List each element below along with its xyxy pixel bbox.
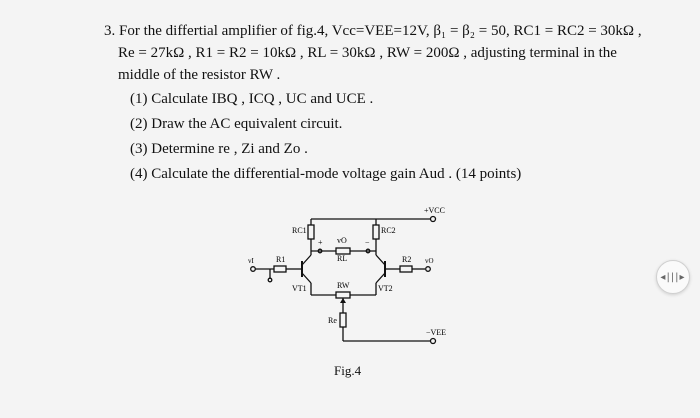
- question-3: (3) Determine re , Zi and Zo .: [130, 141, 308, 157]
- rl-label: RL: [337, 254, 348, 263]
- vcc-label: +VCC: [424, 206, 445, 215]
- r1-resistor: [274, 266, 286, 272]
- vi-terminal: [251, 267, 256, 272]
- vt1-label: VT1: [292, 284, 307, 293]
- circuit-diagram: [240, 195, 460, 355]
- input-ground-node: [268, 278, 272, 282]
- plus-sign: +: [318, 238, 323, 247]
- vt2-label: VT2: [378, 284, 393, 293]
- rw-wiper-arrow: [340, 298, 346, 303]
- vo-right-terminal: [426, 267, 431, 272]
- rc2-label: RC2: [381, 226, 396, 235]
- figure-caption: Fig.4: [334, 363, 362, 378]
- scroll-handle-button[interactable]: [656, 260, 690, 294]
- r1-label: R1: [276, 255, 286, 264]
- minus-sign: −: [365, 238, 370, 247]
- rw-resistor: [336, 292, 350, 298]
- re-label: Re: [328, 316, 337, 325]
- question-1: (1) Calculate IBQ , ICQ , UC and UCE .: [130, 91, 374, 107]
- re-resistor: [340, 313, 346, 327]
- scroll-handle-icon: ◂|||▸: [660, 271, 686, 283]
- vi-label: vI: [248, 257, 254, 265]
- problem-statement-line-1: 3. For the differtial amplifier of fig.4, Vcc=VEE=12V, β₁ = β₂ = 50, RC1 = RC2 = 30kΩ ,: [104, 23, 642, 39]
- vo-right-label: vO: [425, 257, 434, 265]
- problem-statement-line-3: middle of the resistor RW .: [118, 67, 281, 83]
- rw-label: RW: [337, 281, 350, 290]
- r2-resistor: [400, 266, 412, 272]
- vcc-terminal: [431, 217, 436, 222]
- rc1-label: RC1: [292, 226, 307, 235]
- vee-terminal: [431, 339, 436, 344]
- question-2: (2) Draw the AC equivalent circuit.: [130, 116, 343, 132]
- problem-statement-line-2: Re = 27kΩ , R1 = R2 = 10kΩ , RL = 30kΩ , RW = 200Ω , adjusting terminal in the: [118, 45, 617, 61]
- vee-label: −VEE: [426, 328, 447, 337]
- vo-mid-label: vO: [337, 236, 347, 245]
- r2-label: R2: [402, 255, 412, 264]
- rc2-resistor: [373, 225, 379, 239]
- rc1-resistor: [308, 225, 314, 239]
- question-4: (4) Calculate the differential-mode voltage gain Aud . (14 points): [130, 166, 522, 182]
